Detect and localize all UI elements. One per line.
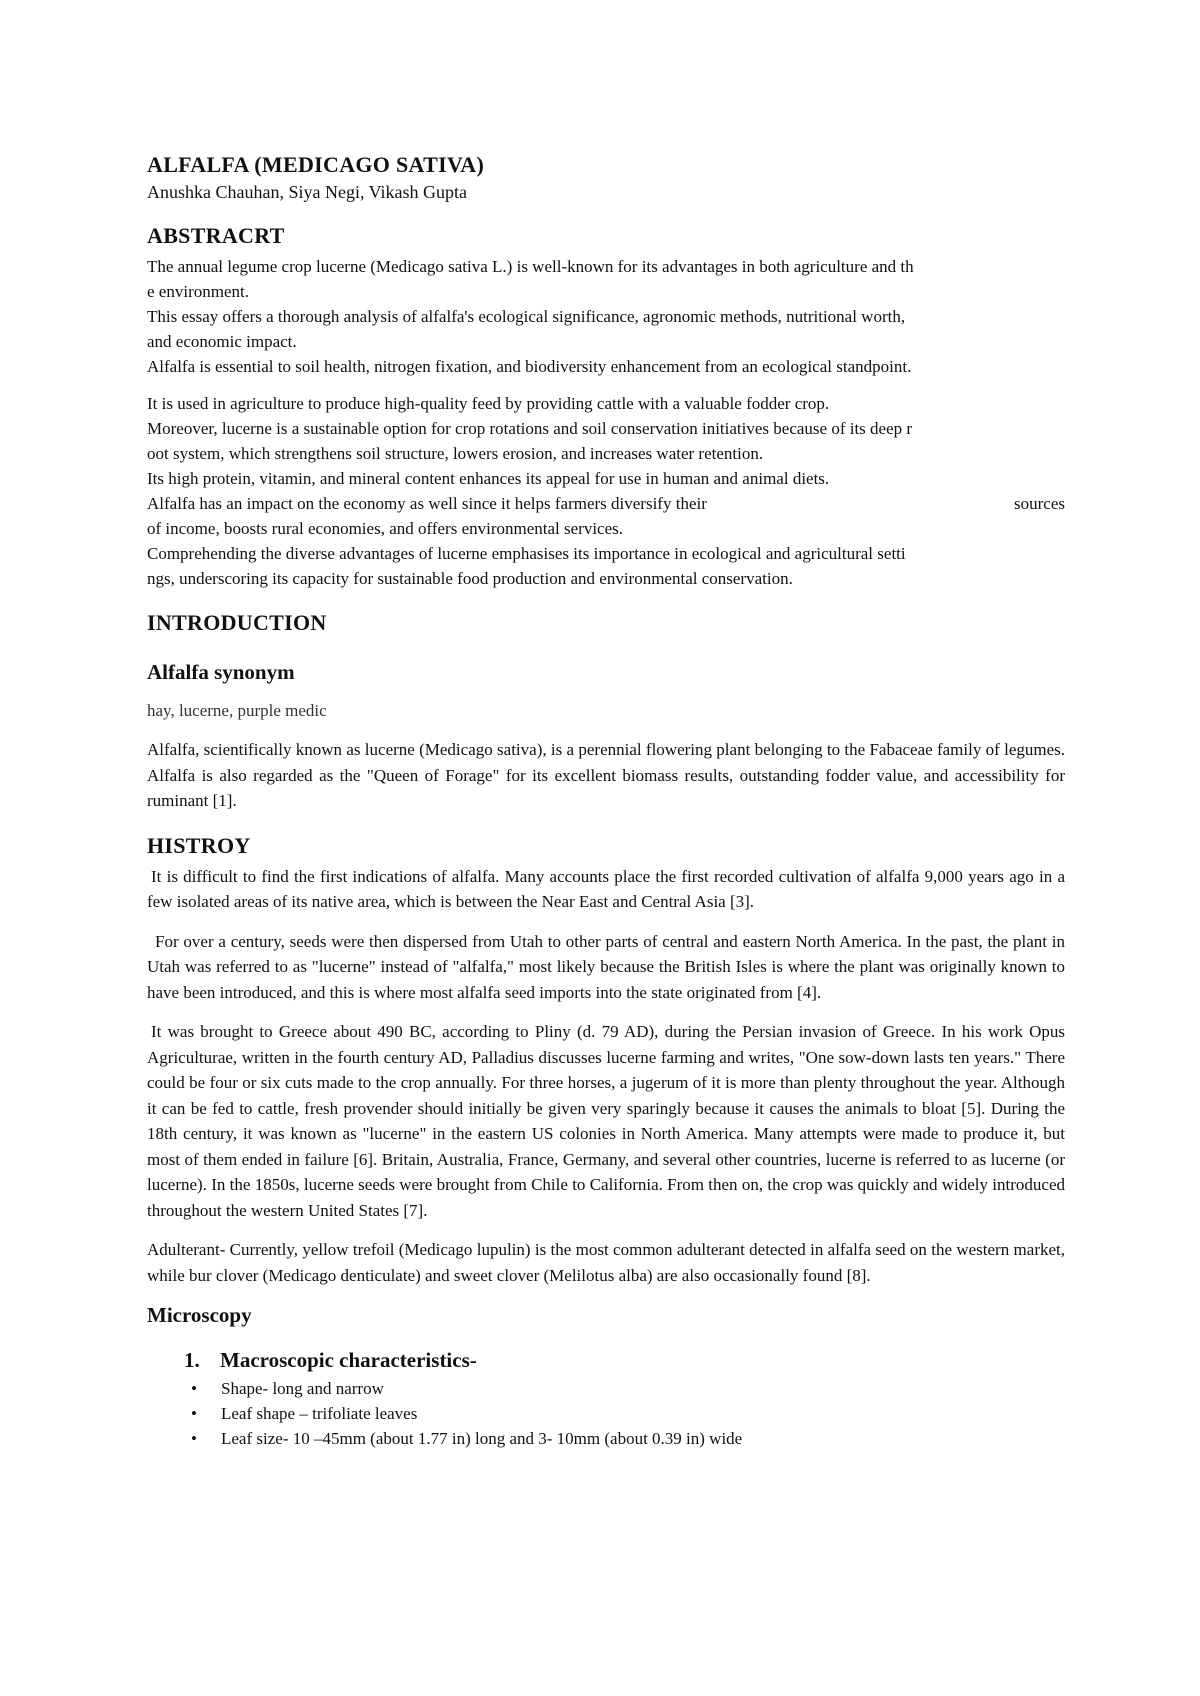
list-item-text: Leaf size- 10 –45mm (about 1.77 in) long and 3- 10mm (about 0.39 in) wide — [221, 1429, 743, 1448]
abstract-block — [147, 254, 1065, 591]
abstract-heading: ABSTRACRT — [147, 223, 285, 248]
item-title: Macroscopic characteristics- — [220, 1348, 477, 1372]
abstract-economy-sources: sources — [1014, 494, 1065, 513]
abstract-economy-line — [147, 491, 1065, 516]
abstract-line: Comprehending the diverse advantages of lucerne emphasises its importance in ecological and agricultural setti — [147, 544, 906, 563]
document-title: ALFALFA (MEDICAGO SATIVA) — [147, 152, 485, 177]
bullet-icon: • — [191, 1404, 197, 1423]
list-item — [184, 1426, 1065, 1451]
author-list: Anushka Chauhan, Siya Negi, Vikash Gupta — [147, 182, 468, 202]
abstract-line: The annual legume crop lucerne (Medicago sativa L.) is well-known for its advantages in both agriculture and th — [147, 257, 914, 276]
history-paragraph: It was brought to Greece about 490 BC, according to Pliny (d. 79 AD), during the Persian invasion of Greece. In his work Opus Agriculturae, written in the fourth century AD, Palladius discusses lucerne farming and writes, "One sow-down lasts ten years." There could be four or six cuts made to the crop annually. For three horses, a jugerum of it is more than plenty throughout the year. Although it can be fed to cattle, fresh provender should initially be given very sparingly because it causes the animals to bloat [5]. During the 18th century, it was known as "lucerne" in the eastern US colonies in North America. Many attempts were made to produce it, but most of them ended in failure [6]. Britain, Australia, France, Germany, and several other countries, lucerne is referred to as lucerne (or lucerne). In the 1850s, lucerne seeds were brought from Chile to California. From then on, the crop was quickly and widely introduced throughout the western United States [7]. — [147, 1022, 1065, 1220]
abstract-line: This essay offers a thorough analysis of alfalfa's ecological significance, agronomic methods, nutritional worth, — [147, 307, 906, 326]
abstract-line: and economic impact. — [147, 332, 297, 351]
abstract-economy-text: Alfalfa has an impact on the economy as well since it helps farmers diversify their — [147, 494, 707, 513]
abstract-line: e environment. — [147, 282, 249, 301]
numbered-heading-macroscopic — [147, 1346, 1065, 1374]
bullet-icon: • — [191, 1379, 197, 1398]
abstract-line: Its high protein, vitamin, and mineral content enhances its appeal for use in human and animal diets. — [147, 469, 830, 488]
abstract-line: Moreover, lucerne is a sustainable option for crop rotations and soil conservation initiatives because of its deep r — [147, 419, 913, 438]
synonym-heading: Alfalfa synonym — [147, 660, 295, 684]
list-item-text: Leaf shape – trifoliate leaves — [221, 1404, 418, 1423]
bullet-icon: • — [191, 1429, 197, 1448]
abstract-line: ngs, underscoring its capacity for sustainable food production and environmental conservation. — [147, 569, 793, 588]
adulterant-paragraph: Adulterant- Currently, yellow trefoil (Medicago lupulin) is the most common adulterant detected in alfalfa seed on the western market, while bur clover (Medicago denticulate) and sweet clover (Melilotus alba) are also occasionally found [8]. — [147, 1240, 1065, 1285]
introduction-paragraph: Alfalfa, scientifically known as lucerne (Medicago sativa), is a perennial flowering plant belonging to the Fabaceae family of legumes. Alfalfa is also regarded as the "Queen of Forage" for its excellent biomass results, outstanding fodder value, and accessibility for ruminant [1]. — [147, 740, 1065, 810]
document-page — [147, 150, 1065, 1451]
history-paragraph: For over a century, seeds were then dispersed from Utah to other parts of central and eastern North America. In the past, the plant in Utah was referred to as "lucerne" instead of "alfalfa," most likely because the British Isles is where the plant was originally known to have been introduced, and this is where most alfalfa seed imports into the state originated from [4]. — [147, 931, 1065, 1002]
abstract-line: Alfalfa is essential to soil health, nitrogen fixation, and biodiversity enhancement from an ecological standpoint. — [147, 357, 912, 376]
list-item — [184, 1376, 1065, 1401]
history-heading: HISTROY — [147, 832, 251, 858]
introduction-heading: INTRODUCTION — [147, 610, 327, 635]
characteristics-list — [147, 1376, 1065, 1451]
list-item-text: Shape- long and narrow — [221, 1379, 384, 1398]
abstract-gap — [147, 379, 1065, 391]
abstract-line: It is used in agriculture to produce high-quality feed by providing cattle with a valuable fodder crop. — [147, 394, 830, 413]
synonym-list: hay, lucerne, purple medic — [147, 701, 327, 720]
item-number: 1. — [184, 1348, 200, 1372]
abstract-line: oot system, which strengthens soil structure, lowers erosion, and increases water retention. — [147, 444, 764, 463]
abstract-line: of income, boosts rural economies, and offers environmental services. — [147, 519, 624, 538]
list-item — [184, 1401, 1065, 1426]
microscopy-heading: Microscopy — [147, 1303, 252, 1327]
history-paragraph: It is difficult to find the first indications of alfalfa. Many accounts place the first recorded cultivation of alfalfa 9,000 years ago in a few isolated areas of its native area, which is between the Near East and Central Asia [3]. — [147, 866, 1065, 911]
